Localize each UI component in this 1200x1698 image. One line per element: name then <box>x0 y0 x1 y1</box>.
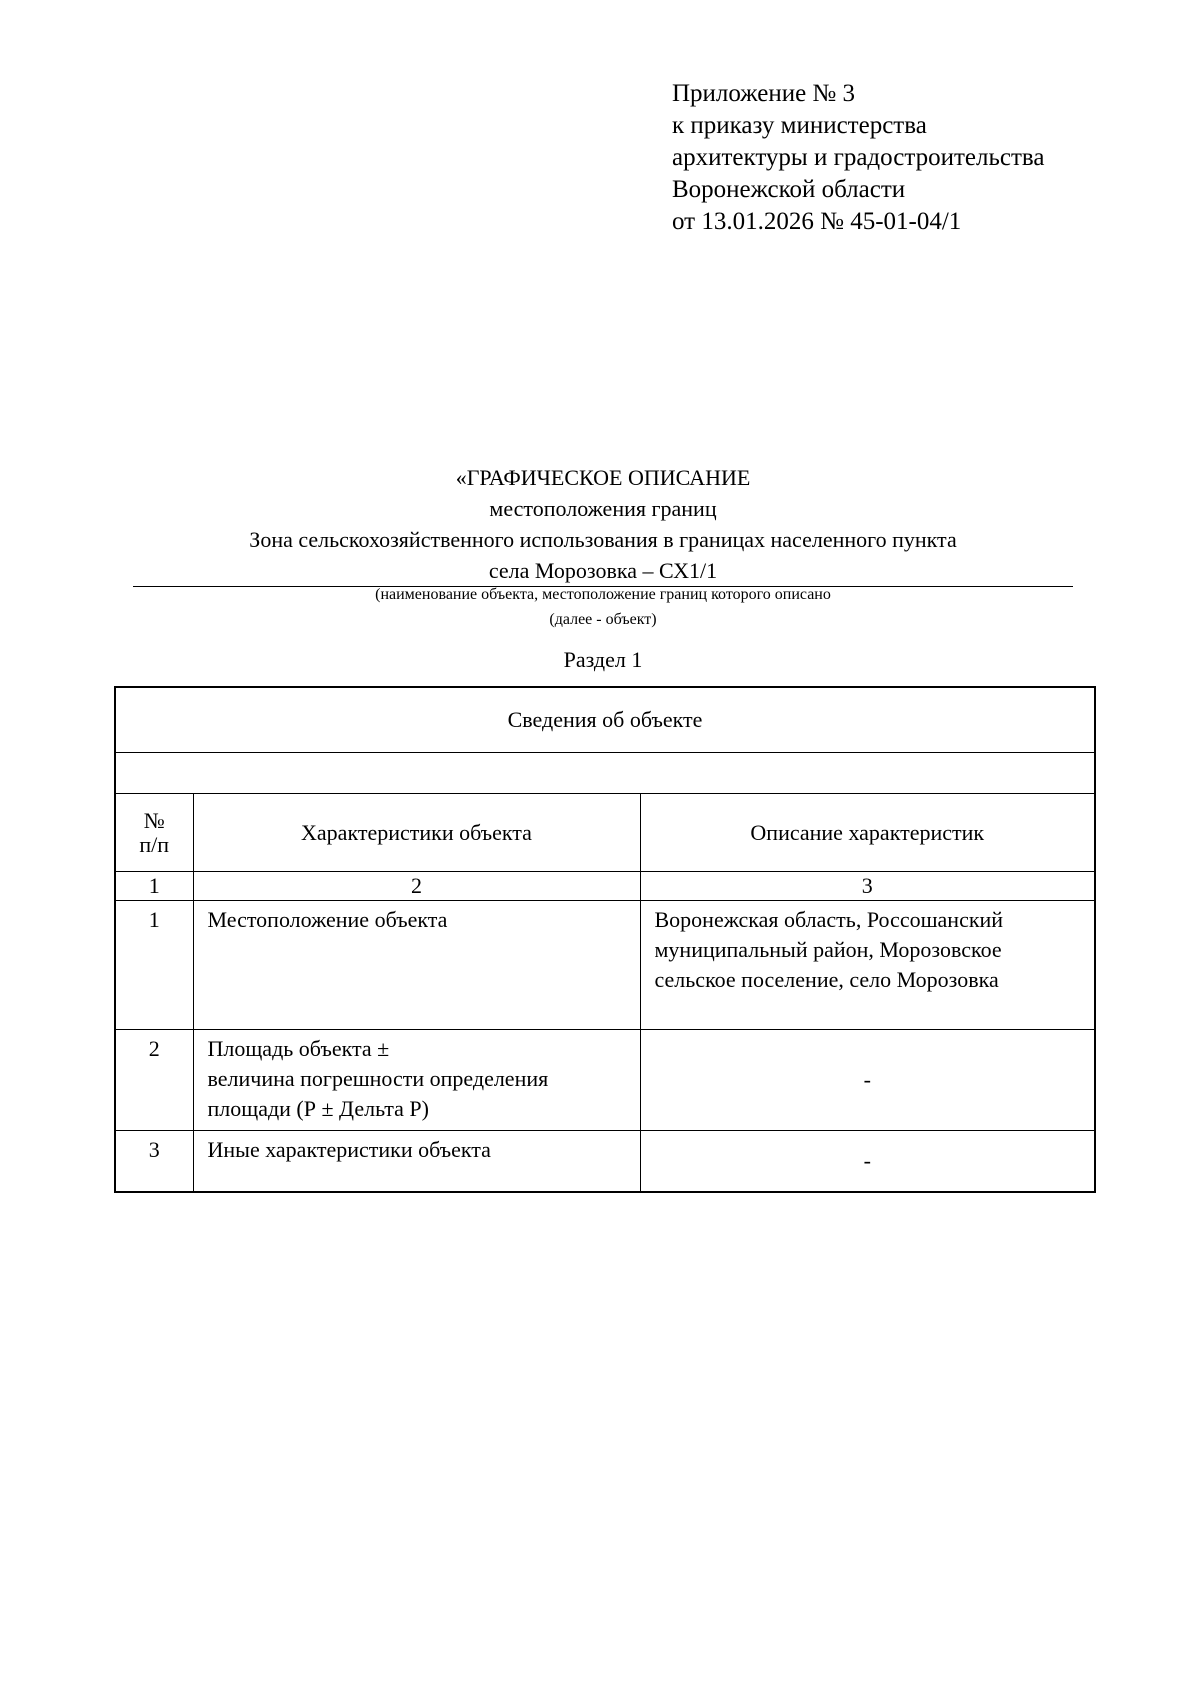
title-line-3: Зона сельскохозяйственного использования в границах населенного пункта <box>249 527 957 552</box>
row-number: 3 <box>115 1131 193 1193</box>
appendix-line: Воронежской области <box>672 176 906 203</box>
row-characteristic <box>193 901 640 1030</box>
row-number: 2 <box>115 1030 193 1131</box>
column-header-num-line: № <box>143 807 165 833</box>
characteristic-line: Местоположение объекта <box>207 907 448 932</box>
document-title <box>133 462 1073 587</box>
characteristic-line: площади (Р ± Дельта Р) <box>207 1096 429 1121</box>
column-header-num <box>115 794 193 872</box>
column-header-row <box>115 794 1095 872</box>
column-header-num-line: п/п <box>139 831 170 857</box>
row-description: - <box>640 1030 1095 1131</box>
title-line-1: «ГРАФИЧЕСКОЕ ОПИСАНИЕ <box>455 465 751 490</box>
caption-line-2: (далее - объект) <box>549 611 657 628</box>
table-header: Сведения об объекте <box>115 687 1095 753</box>
table-empty-row <box>115 753 1095 794</box>
title-line-2: местоположения границ <box>489 496 717 521</box>
caption-line-1: (наименование объекта, местоположение границ которого описано <box>375 586 831 603</box>
table-row <box>115 1030 1095 1131</box>
column-number: 3 <box>640 872 1095 901</box>
description-line: Воронежская область, Россошанский <box>654 907 1004 932</box>
characteristic-line: величина погрешности определения <box>207 1066 549 1091</box>
column-header-description: Описание характеристик <box>640 794 1095 872</box>
row-description: - <box>640 1131 1095 1193</box>
row-characteristic <box>193 1131 640 1193</box>
appendix-line: Приложение № 3 <box>672 80 856 107</box>
description-line: сельское поселение, село Морозовка <box>654 967 999 992</box>
appendix-line: архитектуры и градостроительства <box>672 144 1045 171</box>
appendix-block <box>672 78 1044 238</box>
table-row <box>115 901 1095 1030</box>
column-number-row <box>115 872 1095 901</box>
title-line-4: села Морозовка – СХ1/1 <box>133 555 1073 587</box>
description-line: муниципальный район, Морозовское <box>654 937 1002 962</box>
column-number: 2 <box>193 872 640 901</box>
table-header-row <box>115 687 1095 753</box>
column-number: 1 <box>115 872 193 901</box>
column-header-characteristics: Характеристики объекта <box>193 794 640 872</box>
characteristic-line: Иные характеристики объекта <box>207 1137 491 1162</box>
empty-cell <box>115 753 1095 794</box>
object-caption <box>133 582 1073 632</box>
characteristic-line: Площадь объекта ± <box>207 1036 390 1061</box>
appendix-line: от 13.01.2026 № 45-01-04/1 <box>672 208 962 235</box>
row-characteristic <box>193 1030 640 1131</box>
table-row <box>115 1131 1095 1193</box>
appendix-line: к приказу министерства <box>672 112 927 139</box>
row-description <box>640 901 1095 1030</box>
object-info-table <box>114 686 1096 1193</box>
section-heading: Раздел 1 <box>563 647 643 672</box>
row-number: 1 <box>115 901 193 1030</box>
